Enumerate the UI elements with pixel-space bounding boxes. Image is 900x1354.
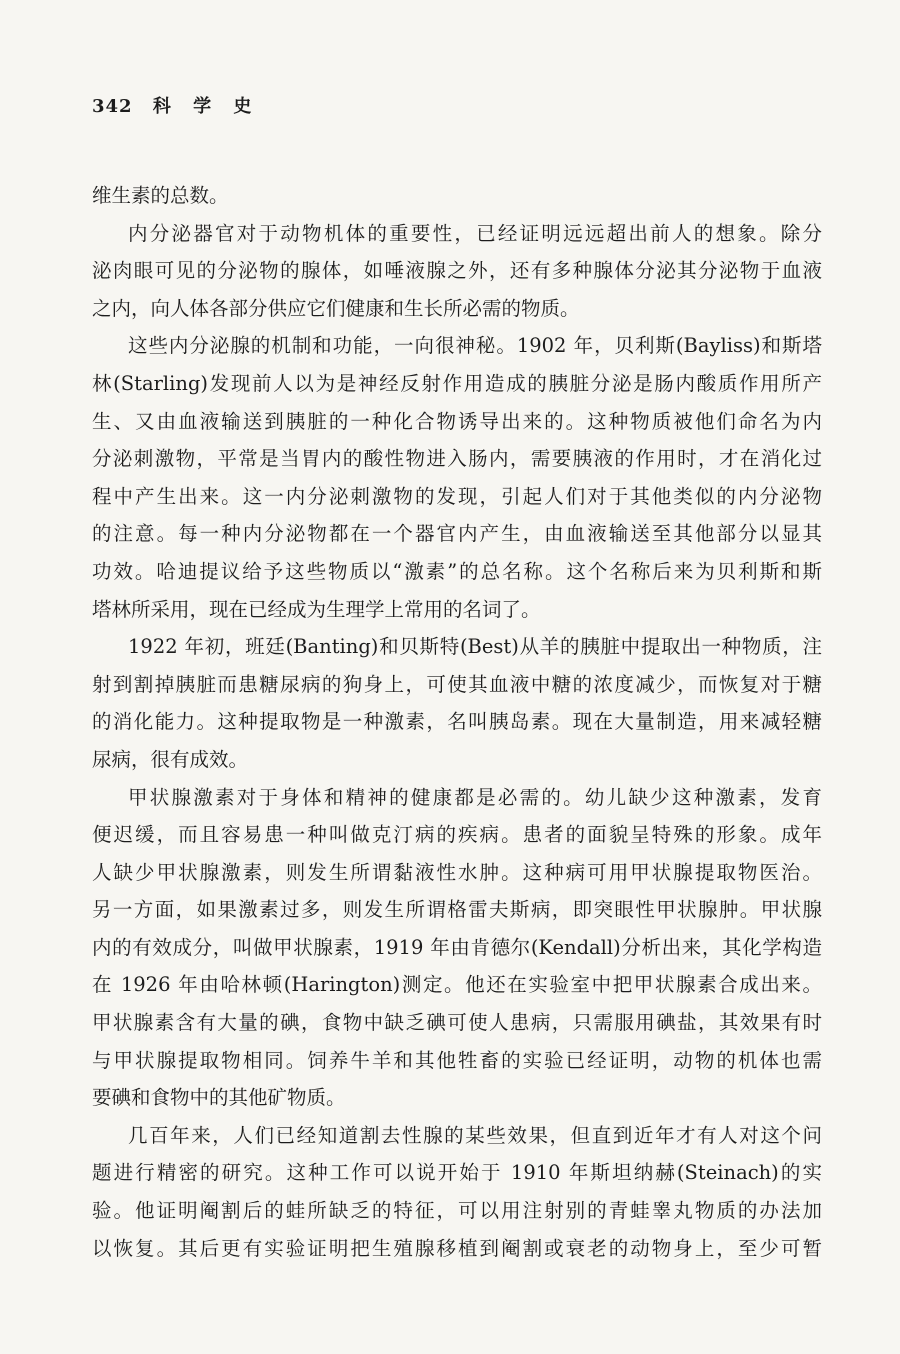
text-line: 题进行精密的研究。这种工作可以说开始于 1910 年斯坦纳赫(Steinach)的实	[92, 1161, 822, 1185]
page-number: 342	[92, 96, 133, 117]
text-line: 之内，向人体各部分供应它们健康和生长所必需的物质。	[92, 296, 580, 320]
text-line: 尿病，很有成效。	[92, 747, 249, 771]
text-line: 验。他证明阉割后的蛙所缺乏的特征，可以用注射别的青蛙睾丸物质的办法加	[92, 1199, 822, 1223]
running-head	[92, 92, 259, 118]
body-text	[92, 177, 822, 1267]
text-line: 这些内分泌腺的机制和功能，一向很神秘。1902 年，贝利斯(Bayliss)和斯塔	[128, 334, 822, 358]
text-line: 的消化能力。这种提取物是一种激素，名叫胰岛素。现在大量制造，用来减轻糖	[92, 710, 822, 734]
text-line: 另一方面，如果激素过多，则发生所谓格雷夫斯病，即突眼性甲状腺肿。甲状腺	[92, 898, 822, 922]
text-line: 内分泌器官对于动物机体的重要性，已经证明远远超出前人的想象。除分	[128, 221, 822, 245]
text-line: 人缺少甲状腺激素，则发生所谓黏液性水肿。这种病可用甲状腺提取物医治。	[92, 860, 822, 884]
text-line: 生、又由血液输送到胰脏的一种化合物诱导出来的。这种物质被他们命名为内	[92, 409, 822, 433]
text-line: 塔林所采用，现在已经成为生理学上常用的名词了。	[92, 597, 541, 621]
text-line: 甲状腺素含有大量的碘，食物中缺乏碘可使人患病，只需服用碘盐，其效果有时	[92, 1011, 822, 1035]
text-line: 程中产生出来。这一内分泌刺激物的发现，引起人们对于其他类似的内分泌物	[92, 484, 822, 508]
text-line: 1922 年初，班廷(Banting)和贝斯特(Best)从羊的胰脏中提取出一种物质，注	[128, 635, 822, 659]
text-line: 功效。哈迪提议给予这些物质以“激素”的总名称。这个名称后来为贝利斯和斯	[92, 559, 822, 583]
text-line: 要碘和食物中的其他矿物质。	[92, 1086, 346, 1110]
text-line: 内的有效成分，叫做甲状腺素，1919 年由肯德尔(Kendall)分析出来，其化学构造	[92, 935, 822, 959]
text-line: 在 1926 年由哈林顿(Harington)测定。他还在实验室中把甲状腺素合成出来。	[92, 973, 822, 997]
book-title: 科 学 史	[152, 96, 260, 117]
text-line: 的注意。每一种内分泌物都在一个器官内产生，由血液输送至其他部分以显其	[92, 522, 822, 546]
text-line: 泌肉眼可见的分泌物的腺体，如唾液腺之外，还有多种腺体分泌其分泌物于血液	[92, 259, 822, 283]
text-line: 射到割掉胰脏而患糖尿病的狗身上，可使其血液中糖的浓度减少，而恢复对于糖	[92, 672, 822, 696]
text-line: 维生素的总数。	[92, 184, 229, 207]
text-line: 以恢复。其后更有实验证明把生殖腺移植到阉割或衰老的动物身上，至少可暂	[92, 1236, 822, 1260]
text-line: 林(Starling)发现前人以为是神经反射作用造成的胰脏分泌是肠内酸质作用所产	[92, 371, 822, 395]
text-line: 便迟缓，而且容易患一种叫做克汀病的疾病。患者的面貌呈特殊的形象。成年	[92, 823, 822, 847]
text-line: 与甲状腺提取物相同。饲养牛羊和其他牲畜的实验已经证明，动物的机体也需	[92, 1048, 822, 1072]
text-line: 几百年来，人们已经知道割去性腺的某些效果，但直到近年才有人对这个问	[128, 1123, 822, 1147]
text-line: 甲状腺激素对于身体和精神的健康都是必需的。幼儿缺少这种激素，发育	[128, 785, 822, 809]
text-line: 分泌刺激物，平常是当胃内的酸性物进入肠内，需要胰液的作用时，才在消化过	[92, 447, 822, 471]
